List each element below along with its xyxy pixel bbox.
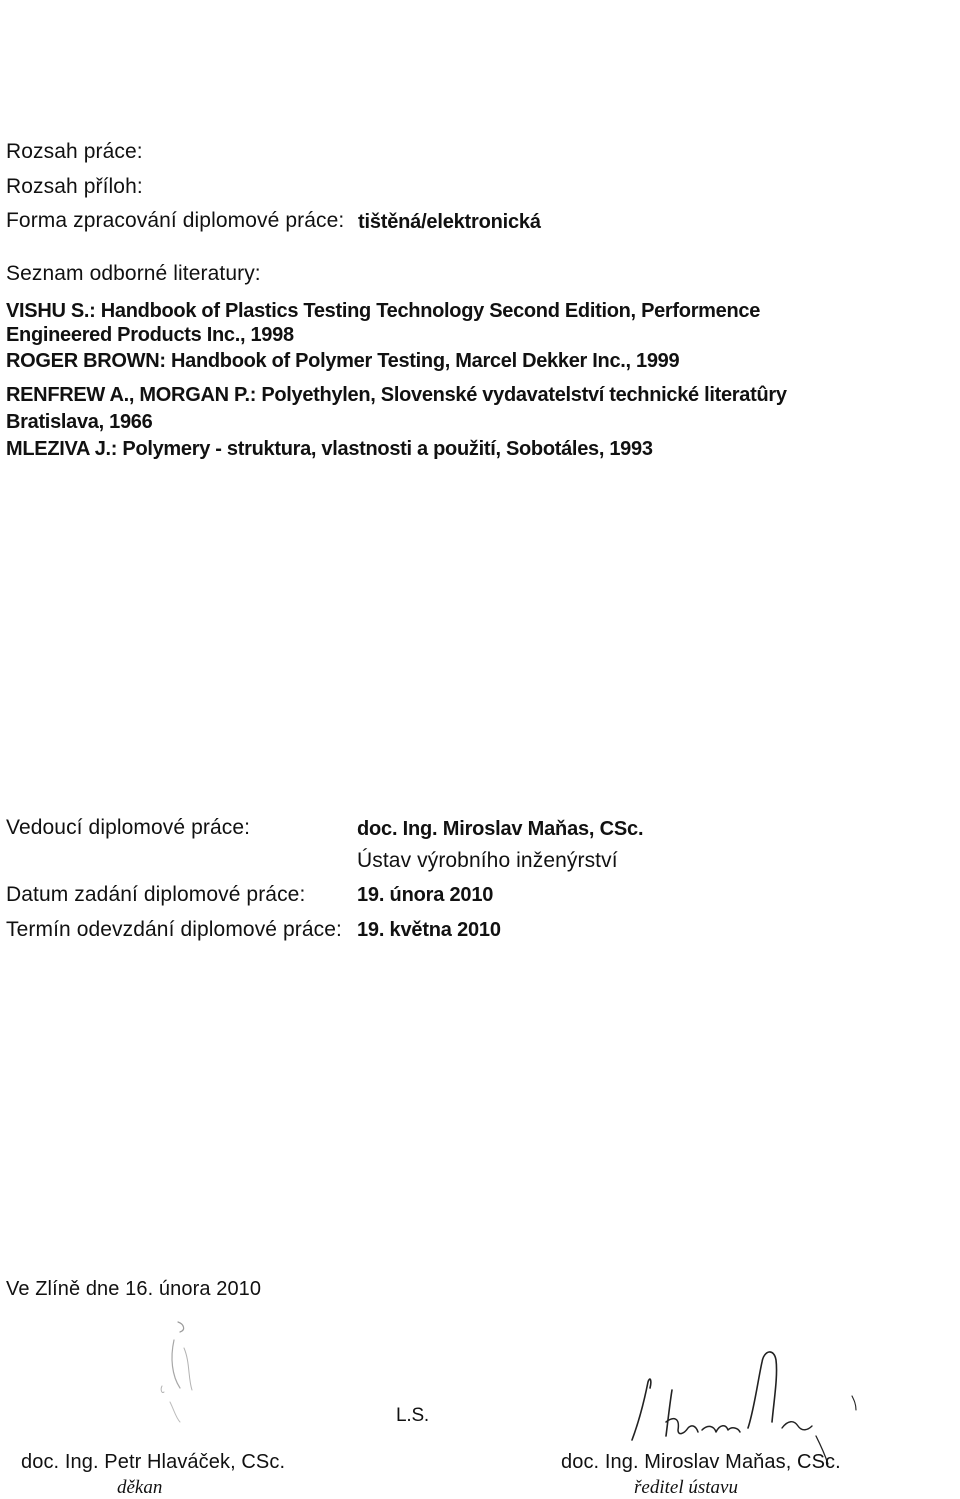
- dean-name: doc. Ing. Petr Hlaváček, CSc.: [21, 1451, 286, 1473]
- scope-label: Rozsah práce:: [6, 140, 143, 163]
- reference-line: VISHU S.: Handbook of Plastics Testing Technology Second Edition, Performence: [6, 300, 761, 322]
- dean-title: děkan: [117, 1477, 163, 1498]
- appendix-label: Rozsah příloh:: [6, 175, 143, 198]
- director-name: doc. Ing. Miroslav Maňas, CSc.: [561, 1451, 841, 1473]
- deadline-label: Termín odevzdání diplomové práce:: [6, 918, 342, 941]
- form-label: Forma zpracování diplomové práce:: [6, 209, 345, 232]
- dean-signature: [140, 1318, 220, 1428]
- reference-line: MLEZIVA J.: Polymery - struktura, vlastnosti a použití, Sobotáles, 1993: [6, 438, 653, 460]
- date-assigned-label: Datum zadání diplomové práce:: [6, 883, 306, 906]
- deadline-value: 19. května 2010: [357, 919, 501, 941]
- date-assigned-value: 19. února 2010: [357, 884, 494, 906]
- reference-line: Engineered Products Inc., 1998: [6, 324, 294, 346]
- supervisor-name: doc. Ing. Miroslav Maňas, CSc.: [357, 818, 644, 840]
- reference-line: Bratislava, 1966: [6, 411, 153, 433]
- form-value: tištěná/elektronická: [358, 211, 541, 233]
- seal-mark: L.S.: [396, 1405, 429, 1426]
- place-date: Ve Zlíně dne 16. února 2010: [6, 1278, 262, 1300]
- supervisor-label: Vedoucí diplomové práce:: [6, 816, 251, 839]
- supervisor-institute: Ústav výrobního inženýrství: [357, 849, 618, 872]
- reference-line: ROGER BROWN: Handbook of Polymer Testing, Marcel Dekker Inc., 1999: [6, 350, 680, 372]
- director-title: ředitel ústavu: [634, 1477, 738, 1498]
- literature-label: Seznam odborné literatury:: [6, 262, 261, 285]
- reference-line: RENFREW A., MORGAN P.: Polyethylen, Slovenské vydavatelství technické literatûry: [6, 384, 787, 406]
